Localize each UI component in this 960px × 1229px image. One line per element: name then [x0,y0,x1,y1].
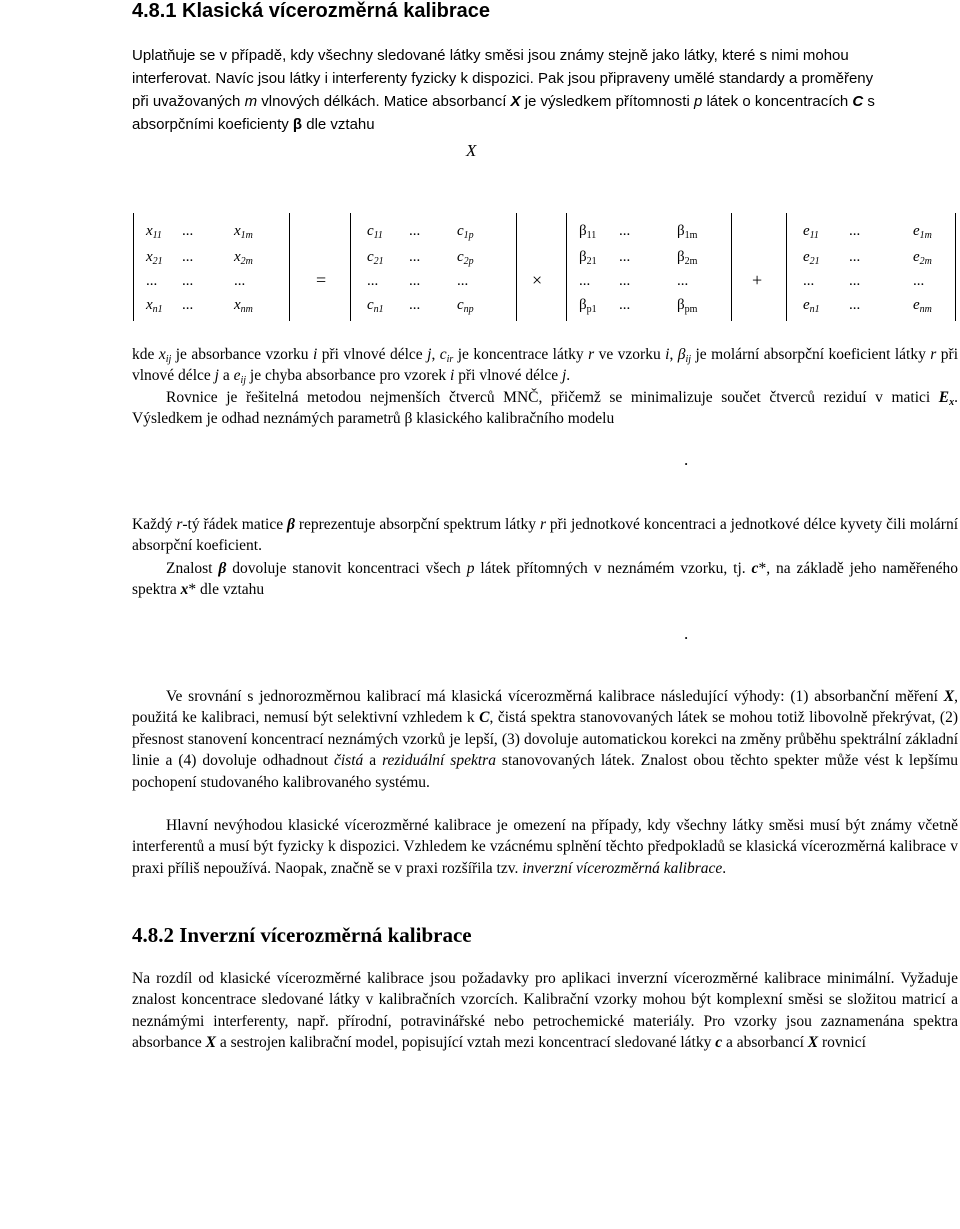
row-beta-paragraph: Každý r-tý řádek matice β reprezentuje absorpční spektrum látky r při jednotkové koncentraci a jednotkové délce kyvety čili molární absorpční koeficient. [132,516,959,555]
times-sign: × [532,270,543,290]
equation-end-dot: . [684,450,689,469]
equals-sign: = [316,270,327,290]
inverse-paragraph: Na rozdíl od klasické vícerozměrné kalibrace jsou požadavky pro aplikaci inverzní vícerozměrné kalibrace minimální. Vyžaduje znalost koncentrace sledované látky v kalibračních vzorcích. Kalibrační vzorky mohou být komplexní směsi se složitou matricí a neznámými interferenty, např. přírodní, potravinářské nebo petrochemické materiály. Pro vzorky jsou zaznamenána spektra absorbance X a sestrojen kalibrační model, popisující vztah mezi koncentrací sledované látky c a absorbancí X rovnicí [132,970,958,1052]
disadvantage-paragraph: Hlavní nevýhodou klasické vícerozměrné kalibrace je omezení na případy, kdy všechny látky směsi musí být známy včetně interferentů a musí být fyzicky k dispozici. Vzhledem ke vzácnému splnění těchto předpokladů se klasická vícerozměrná kalibrace v praxi příliš nepoužívá. Naopak, značně se v praxi rozšířila tzv. inverzní vícerozměrná kalibrace. [132,817,958,877]
where-paragraph: kde $x_{ij}$ je absorbance vzorku i při vlnové délce j, $c_{ir}$ je koncentrace látky r ve vzorku i, $\beta_{ij}$ je molární absorpční koeficient látky r při vlnové délce j a $e_{ij}$ je chyba absorbance pro vzorek i při vlnové délce j. [132,346,958,387]
intro-line-2: interferovat. Navíc jsou látky i interferenty fyzicky k dispozici. Pak jsou připraveny umělé standardy a proměřeny [132,70,874,87]
matrix-caption-x: X [466,141,477,160]
matrix-beta: $\beta_{11}$ ... $\beta_{1m}$ $\beta_{21}$ ... $\beta_{2m}$ ... ... ... $\beta_{p1}$ ... $\beta_{pm}$ [566,213,732,321]
intro-line-3: při uvažovaných m vlnových délkách. Matice absorbancí X je výsledkem přítomnosti p látek o koncentracích C s [132,93,875,110]
plus-sign: + [752,270,763,290]
intro-line-1: Uplatňuje se v případě, kdy všechny sledované látky směsi jsou známy stejně jako látky, které s nimi mohou [132,47,849,64]
matrix-e: $e_{11}$ ... $e_{1m}$ $e_{21}$ ... $e_{2m}$ ... ... ... $e_{n1}$ ... $e_{nm}$ [786,213,956,321]
section-heading-inverse: 4.8.2 Inverzní vícerozměrná kalibrace [132,923,472,947]
knowledge-paragraph: Znalost β dovoluje stanovit koncentraci všech p látek přítomných v neznámém vzorku, tj. c*, na základě jeho naměřeného spektra x* dle vztahu [132,560,958,599]
intro-paragraph [132,44,958,136]
intro-line-4: absorpčními koeficienty β dle vztahu [132,116,375,133]
matrix-x: $x_{11}$ ... $x_{1m}$ $x_{21}$ ... $x_{2m}$ ... ... ... $x_{n1}$ ... $x_{nm}$ [133,213,290,321]
least-squares-paragraph: Rovnice je řešitelná metodou nejmenších čtverců MNČ, přičemž se minimalizuje součet čtverců reziduí v matici $E_x$. Výsledkem je odhad neznámých parametrů β klasického kalibračního modelu [132,389,958,428]
section-heading-classical: 4.8.1 Klasická vícerozměrná kalibrace [132,0,491,22]
equation-end-dot-2: . [684,624,689,643]
advantages-paragraph: Ve srovnání s jednorozměrnou kalibrací má klasická vícerozměrná kalibrace následující výhody: (1) absorbanční měření X, použitá ke kalibraci, nemusí být selektivní vzhledem k C, čistá spektra stanovovaných látek se mohou totiž libovolně překrývat, (2) přesnost stanovení koncentrací neznámých vzorků je lepší, (3) dovoluje automatickou korekci na změny průběhu spektrální základní linie a (4) dovoluje odhadnout čistá a reziduální spektra stanovovaných látek. Znalost obou těchto spekter může vést k lepšímu pochopení studovaného kalibrovaného systému. [132,688,958,791]
matrix-c: $c_{11}$ ... $c_{1p}$ $c_{21}$ ... $c_{2p}$ ... ... ... $c_{n1}$ ... $c_{np}$ [350,213,517,321]
